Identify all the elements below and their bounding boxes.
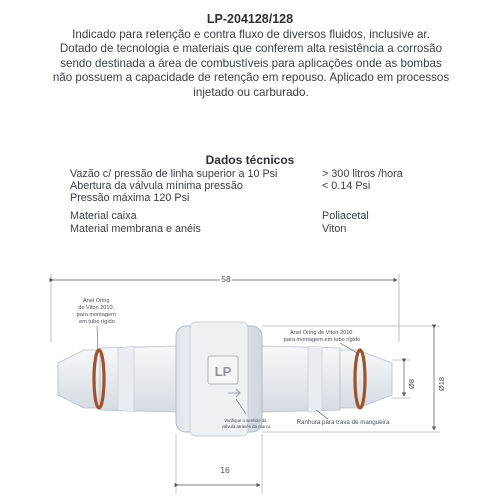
note-right-line: Anel Oring de Viton 2010 — [290, 330, 353, 336]
note-left-line: para montagem — [76, 312, 116, 318]
note-arrow-line: Verifique o sentido da — [224, 418, 267, 423]
product-code: LP-204128/128 — [206, 12, 294, 26]
spec-value: Poliacetal — [322, 210, 369, 222]
note-left-line: em tubo rígido — [79, 319, 115, 325]
spec-value: < 0.14 Psi — [322, 180, 371, 192]
spec-value: Viton — [322, 223, 347, 235]
spec-label: Material caixa — [70, 210, 137, 222]
body-width-value: 16 — [220, 465, 230, 475]
note-hose-groove — [297, 410, 390, 426]
inner-diameter-value: Ø8 — [407, 378, 416, 390]
note-left-line: de Viton 2010, — [78, 305, 115, 311]
outer-diameter-value: Ø18 — [437, 376, 446, 392]
lp-logo-mark: LP — [214, 364, 232, 379]
left-hose-barb — [58, 346, 176, 412]
length-value: 58 — [221, 274, 231, 284]
right-hose-barb — [262, 346, 392, 412]
svg-text:Verifique o sentido da v — [222, 418, 271, 429]
svg-text:Anel Oring de Viton 2010 — [284, 330, 361, 343]
note-left-line: Anel Oring — [83, 298, 110, 304]
spec-label: Material membrana e anéis — [70, 223, 201, 235]
note-groove-text: Ranhura para trava de mangueira — [296, 419, 390, 426]
valve-technical-drawing — [0, 262, 500, 500]
spec-label: Abertura da válvula mínima pressão — [70, 180, 243, 192]
note-left-oring — [77, 298, 118, 354]
spec-label: Vazão c/ pressão de linha superior a 10 Psi — [70, 168, 278, 180]
spec-label: Pressão máxima 120 Psi — [70, 192, 190, 204]
product-description: Indicado para retenção e contra fluxo de diversos fluidos, inclusive ar. Dotado de tecnologia e materiais que conferem alta resistência a corrosão sendo destinada a área de combustíveis para aplicações onde as bombas não possuem a capacidade de retenção em repouso. Aplicado em processos injetado ou carburado. — [52, 28, 450, 99]
svg-text:Anel Oring de Viton 2010 — [77, 298, 118, 325]
spec-value: > 300 litros /hora — [322, 168, 403, 180]
note-right-line: para montagem em tubo rígido — [283, 337, 361, 343]
body-width-dimension — [176, 434, 262, 494]
technical-data-title: Dados técnicos — [205, 153, 295, 167]
note-arrow-line: válvula através da marca — [221, 424, 271, 429]
